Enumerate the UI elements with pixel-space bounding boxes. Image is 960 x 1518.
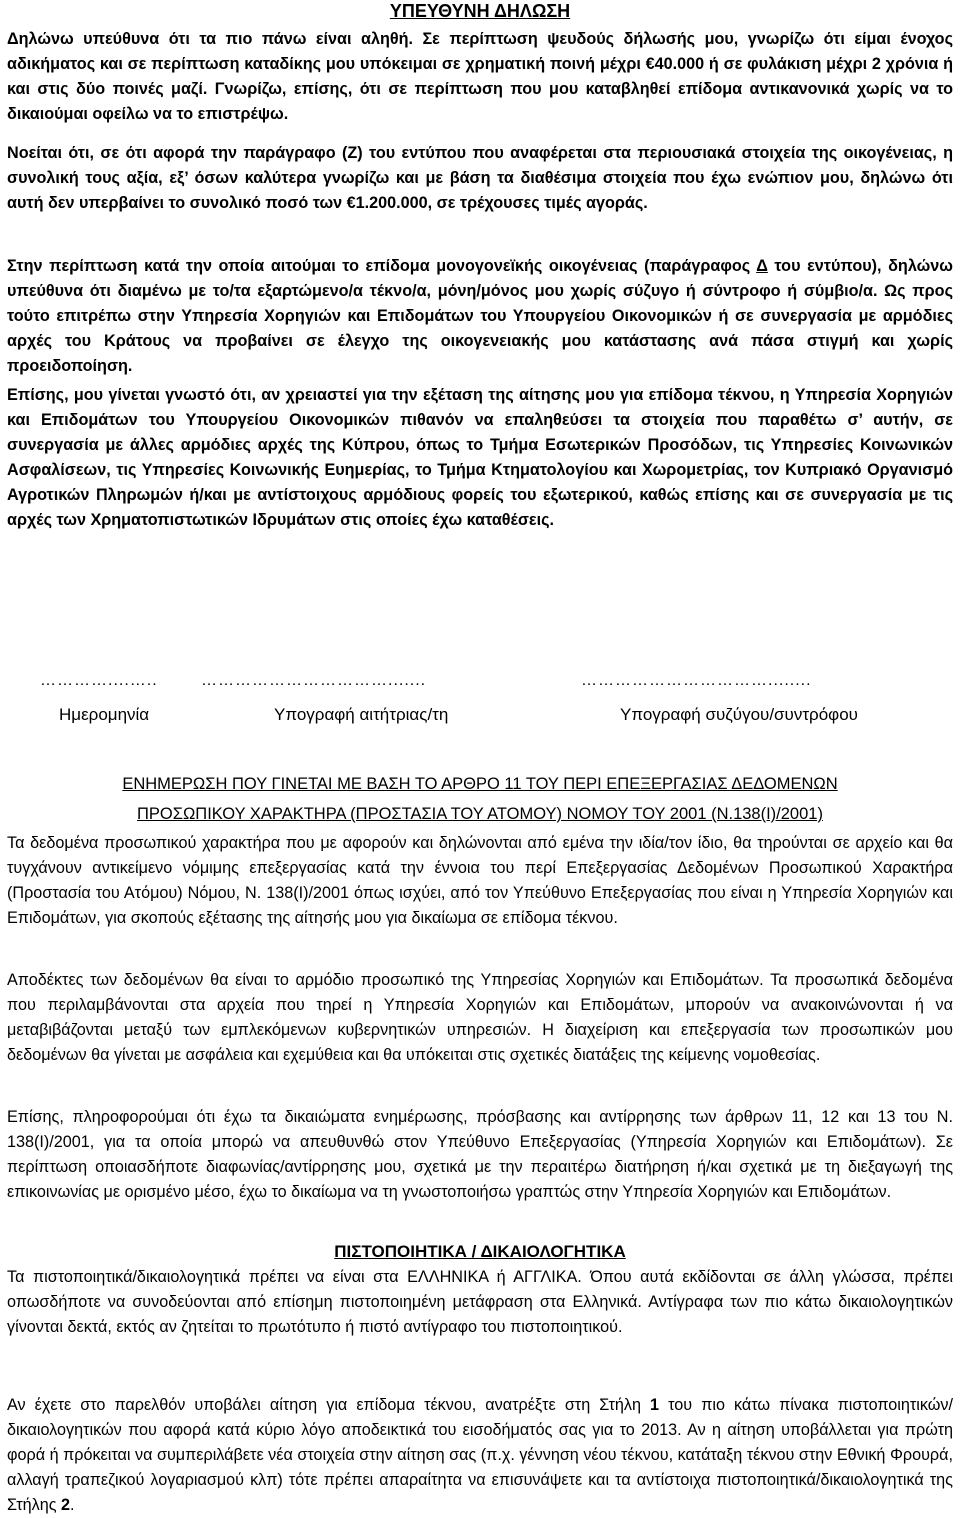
spouse-signature-label: Υπογραφή συζύγου/συντρόφου [620,705,858,724]
certificates-title: ΠΙΣΤΟΠΟΙΗΤΙΚΑ / ΔΙΚΑΙΟΛΟΓΗΤΙΚΑ [334,1242,626,1261]
notice-paragraph-2: Αποδέκτες των δεδομένων θα είναι το αρμόδιο προσωπικό της Υπηρεσίας Χορηγιών και Επιδομάτων. Τα προσωπικά δεδομένα που περιλαμβάνονται στα αρχεία που τηρεί η Υπηρεσία Χορηγιών και Επιδομάτων, μπορούν να ανακοινώνονται ή να μεταβιβάζονται μεταξύ των εμπλεκόμενων κυβερνητικών υπηρεσιών. Η διαχείριση και επεξεργασία των προσωπικών μου δεδομένων θα γίνεται με ασφάλεια και εχεμύθεια και θα υπόκειται στις σχετικές διατάξεις της κείμενης νομοθεσίας. [7,971,953,1064]
certificates-paragraph-1: Τα πιστοποιητικά/δικαιολογητικά πρέπει να είναι στα ΕΛΛΗΝΙΚΑ ή ΑΓΓΛΙΚΑ. Όπου αυτά εκδίδονται σε άλλη γλώσσα, πρέπει οπωσδήποτε να συνοδεύονται από επίσημη πιστοποιημένη μετάφραση στα Ελληνικά. Αντίγραφα των πιο κάτω δικαιολογητικών γίνονται δεκτά, εκτός αν ζητείται το πρωτότυπο ή πιστό αντίγραφο του πιστοποιητικού. [7,1268,953,1336]
spouse-signature-dotted-line: ……………………………........ [581,672,812,689]
declaration-paragraph-4: Επίσης, μου γίνεται γνωστό ότι, αν χρειαστεί για την εξέταση της αίτησης μου για επίδομα τέκνου, η Υπηρεσία Χορηγιών και Επιδομάτων του Υπουργείου Οικονομικών πιθανόν να επαληθεύσει τα στοιχεία που παραθέτω σ’ αυτήν, σε συνεργασία με άλλες αρμόδιες αρχές της Κύπρου, όπως το Τμήμα Εσωτερικών Προσόδων, τις Υπηρεσίες Κοινωνικών Ασφαλίσεων, τις Υπηρεσίες Κοινωνικής Ευημερίας, το Τμήμα Κτηματολογίου και Χωρομετρίας, τον Κυπριακό Οργανισμό Αγροτικών Πληρωμών ή/και με αντίστοιχους αρμόδιους φορείς του εξωτερικού, καθώς επίσης και σε συνεργασία με τις αρχές των Χρηματοπιστωτικών Ιδρυμάτων στις οποίες έχω καταθέσεις. [7,386,953,529]
declaration-paragraph-1: Δηλώνω υπεύθυνα ότι τα πιο πάνω είναι αληθή. Σε περίπτωση ψευδούς δήλωσής μου, γνωρίζω ότι είμαι ένοχος αδικήματος και σε περίπτωση καταδίκης μου υπόκειμαι σε χρηματική ποινή μέχρι €40.000 ή σε φυλάκιση μέχρι 2 χρόνια ή και στις δύο ποινές μαζί. Γνωρίζω, επίσης, ότι σε περίπτωση που μου καταβληθεί επίδομα αντικανονικά χωρίς να το δικαιούμαι οφείλω να το επιστρέψω. [7,30,953,123]
certificates-paragraph-2-middle: του πιο κάτω πίνακα πιστοποιητικών/δικαιολογητικών που αφορά κατά κύριο λόγο αποδεικτικά του εισοδήματός σας για το 2013. Αν η αίτηση υποβάλλεται για πρώτη φορά ή πρόκειται να συμπεριλάβετε νέα στοιχεία στην αίτηση σας (π.χ. γέννηση νέου τέκνου, κατάταξη τέκνου στην Εθνική Φρουρά, αλλαγή τραπεζικού λογαριασμού κλπ) τότε πρέπει απαραίτητα να επισυνάψετε και τα αντίστοιχα πιστοποιητικά/δικαιολογητικά της Στήλης [7,1396,953,1514]
declaration-title: ΥΠΕΥΘΥΝΗ ΔΗΛΩΣΗ [389,1,571,21]
column-1-ref: 1 [650,1396,660,1414]
delta-letter: Δ [756,257,768,275]
notice-title-line-1: ΕΝΗΜΕΡΩΣΗ ΠΟΥ ΓΙΝΕΤΑΙ ΜΕ ΒΑΣΗ ΤΟ ΑΡΘΡΟ 11 ΤΟΥ ΠΕΡΙ ΕΠΕΞΕΡΓΑΣΙΑΣ ΔΕΔΟΜΕΝΩΝ [122,775,838,793]
notice-paragraph-3: Επίσης, πληροφορούμαι ότι έχω τα δικαιώματα ενημέρωσης, πρόσβασης και αντίρρησης των άρθρων 11, 12 και 13 του Ν. 138(Ι)/2001, για τα οποία μπορώ να απευθυνθώ στον Υπεύθυνο Επεξεργασίας (Υπηρεσία Χορηγιών και Επιδομάτων). Σε περίπτωση οποιασδήποτε διαφωνίας/αντίρρησης μου, σχετικά με την περαιτέρω διατήρηση ή/και σχετικά με τη διεξαγωγή της επικοινωνίας με ορισμένο μέσο, έχω το δικαίωμα να τη γνωστοποιήσω γραπτώς στην Υπηρεσία Χορηγιών και Επιδομάτων. [7,1108,953,1201]
notice-title-line-2: ΠΡΟΣΩΠΙΚΟΥ ΧΑΡΑΚΤΗΡΑ (ΠΡΟΣΤΑΣΙΑ ΤΟΥ ΑΤΟΜΟΥ) ΝΟΜΟΥ ΤΟΥ 2001 (Ν.138(Ι)/2001) [137,805,823,823]
applicant-signature-dotted-line: ……………………………....... [201,672,427,689]
certificates-paragraph-2-end: . [70,1496,75,1514]
declaration-paragraph-3 [7,254,953,379]
column-2-ref: 2 [61,1496,71,1514]
certificates-paragraph-2 [7,1393,953,1518]
notice-paragraph-1: Τα δεδομένα προσωπικού χαρακτήρα που με αφορούν και δηλώνονται από εμένα την ιδία/τον ίδιο, θα τηρούνται σε αρχείο και θα τυγχάνουν αντικείμενο νόμιμης επεξεργασίας κατά την έννοια του περί Επεξεργασίας Δεδομένων Προσωπικού Χαρακτήρα (Προστασία του Ατόμου) Νόμου, Ν. 138(Ι)/2001 όπως ισχύει, από τον Υπεύθυνο Επεξεργασίας που είναι η Υπηρεσία Χορηγιών και Επιδομάτων, για σκοπούς εξέτασης της αίτησής μου για δικαίωμα σε επίδομα τέκνου. [7,834,953,927]
declaration-paragraph-3-end: του εντύπου), δηλώνω υπεύθυνα ότι διαμένω με το/τα εξαρτώμενο/α τέκνο/α, μόνη/μόνος μου χωρίς σύζυγο ή σύντροφο ή σύμβιο/α. Ως προς τούτο επιτρέπω στην Υπηρεσία Χορηγιών και Επιδομάτων του Υπουργείου Οικονομικών ή σε συνεργασία με αρμόδιες αρχές του Κράτους να προβαίνει σε έλεγχο της οικογενειακής μου κατάστασης ανά πάσα στιγμή και χωρίς προειδοποίηση. [7,257,953,375]
date-dotted-line: …………....….. [40,672,158,689]
date-label: Ημερομηνία [59,705,150,724]
declaration-paragraph-3-start: Στην περίπτωση κατά την οποία αιτούμαι το επίδομα μονογονεϊκής οικογένειας (παράγραφος [7,257,757,275]
certificates-paragraph-2-start: Αν έχετε στο παρελθόν υποβάλει αίτηση για επίδομα τέκνου, ανατρέξτε στη Στήλη [7,1396,651,1414]
applicant-signature-label: Υπογραφή αιτήτριας/τη [274,705,449,724]
declaration-paragraph-2: Νοείται ότι, σε ότι αφορά την παράγραφο (Ζ) του εντύπου που αναφέρεται στα περιουσιακά στοιχεία της οικογένειας, η συνολική τους αξία, εξ’ όσων καλύτερα γνωρίζω και με βάση τα διαθέσιμα στοιχεία που έχω ενώπιον μου, δηλώνω ότι αυτή δεν υπερβαίνει το συνολικό ποσό των €1.200.000, σε τρέχουσες τιμές αγοράς. [7,144,953,212]
